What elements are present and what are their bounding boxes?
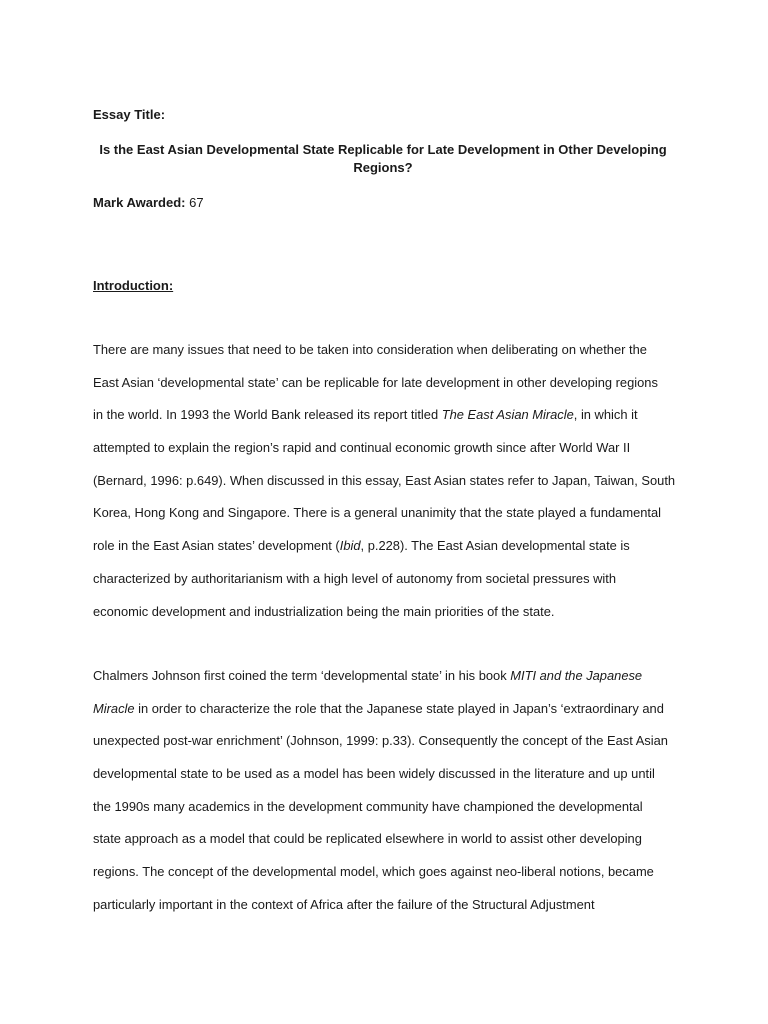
- body-text: unexpected post-war enrichment’ (Johnson, 1999: p.33). Consequently the concept of the East Asian: [93, 733, 668, 749]
- italic-text: The East Asian Miracle: [441, 407, 574, 423]
- paragraph-2: [93, 668, 693, 930]
- italic-text: Miracle: [93, 700, 135, 716]
- paragraph-line: [93, 604, 693, 637]
- body-text: attempted to explain the region’s rapid and continual economic growth since after World War II: [93, 440, 631, 456]
- mark-awarded-label: Mark Awarded:: [93, 195, 186, 210]
- body-text: East Asian ‘developmental state’ can be replicable for late development in other developing regions: [93, 374, 658, 390]
- body-text: the 1990s many academics in the development community have championed the developmental: [93, 798, 643, 814]
- paragraph-line: [93, 799, 693, 832]
- paragraph-line: [93, 440, 693, 473]
- essay-title: Is the East Asian Developmental State Replicable for Late Development in Other Developing Regions?: [99, 142, 667, 175]
- paragraph-line: [93, 897, 693, 930]
- body-text: characterized by authoritarianism with a high level of autonomy from societal pressures with: [93, 570, 617, 586]
- body-text: particularly important in the context of Africa after the failure of the Structural Adjustment: [93, 896, 595, 912]
- mark-awarded: [93, 195, 204, 210]
- body-text: regions. The concept of the developmental model, which goes against neo-liberal notions, became: [93, 864, 654, 880]
- mark-awarded-value: 67: [189, 195, 204, 210]
- introduction-heading: Introduction:: [93, 278, 174, 293]
- paragraph-line: [93, 538, 693, 571]
- body-text: in the world. In 1993 the World Bank released its report titled: [93, 407, 442, 423]
- paragraph-line: [93, 701, 693, 734]
- body-text: , in which it: [573, 407, 638, 423]
- body-text: in order to characterize the role that the Japanese state played in Japan’s ‘extraordinary and: [134, 700, 664, 716]
- paragraph-line: [93, 407, 693, 440]
- paragraph-line: [93, 375, 693, 408]
- body-text: Chalmers Johnson first coined the term ‘developmental state’ in his book: [93, 668, 511, 683]
- paragraph-line: [93, 342, 693, 375]
- body-text: role in the East Asian states’ development (: [93, 538, 340, 554]
- body-text: There are many issues that need to be taken into consideration when deliberating on whether the: [93, 342, 647, 357]
- body-text: , p.228). The East Asian developmental state is: [360, 538, 630, 554]
- paragraph-1: [93, 342, 693, 636]
- body-text: economic development and industrialization being the main priorities of the state.: [93, 603, 555, 619]
- body-text: developmental state to be used as a model has been widely discussed in the literature and up until: [93, 766, 655, 782]
- body-text: Korea, Hong Kong and Singapore. There is a general unanimity that the state played a fundamental: [93, 505, 662, 521]
- paragraph-line: [93, 668, 693, 701]
- paragraph-line: [93, 733, 693, 766]
- paragraph-line: [93, 571, 693, 604]
- italic-text: MITI and the Japanese: [510, 668, 643, 683]
- paragraph-line: [93, 864, 693, 897]
- italic-text: Ibid: [339, 538, 361, 554]
- paragraph-line: [93, 766, 693, 799]
- essay-title-label: Essay Title:: [93, 107, 166, 122]
- paragraph-line: [93, 505, 693, 538]
- paragraph-line: [93, 473, 693, 506]
- body-text: state approach as a model that could be replicated elsewhere in world to assist other developing: [93, 831, 642, 847]
- body-text: (Bernard, 1996: p.649). When discussed in this essay, East Asian states refer to Japan, Taiwan, South: [93, 472, 676, 488]
- paragraph-line: [93, 831, 693, 864]
